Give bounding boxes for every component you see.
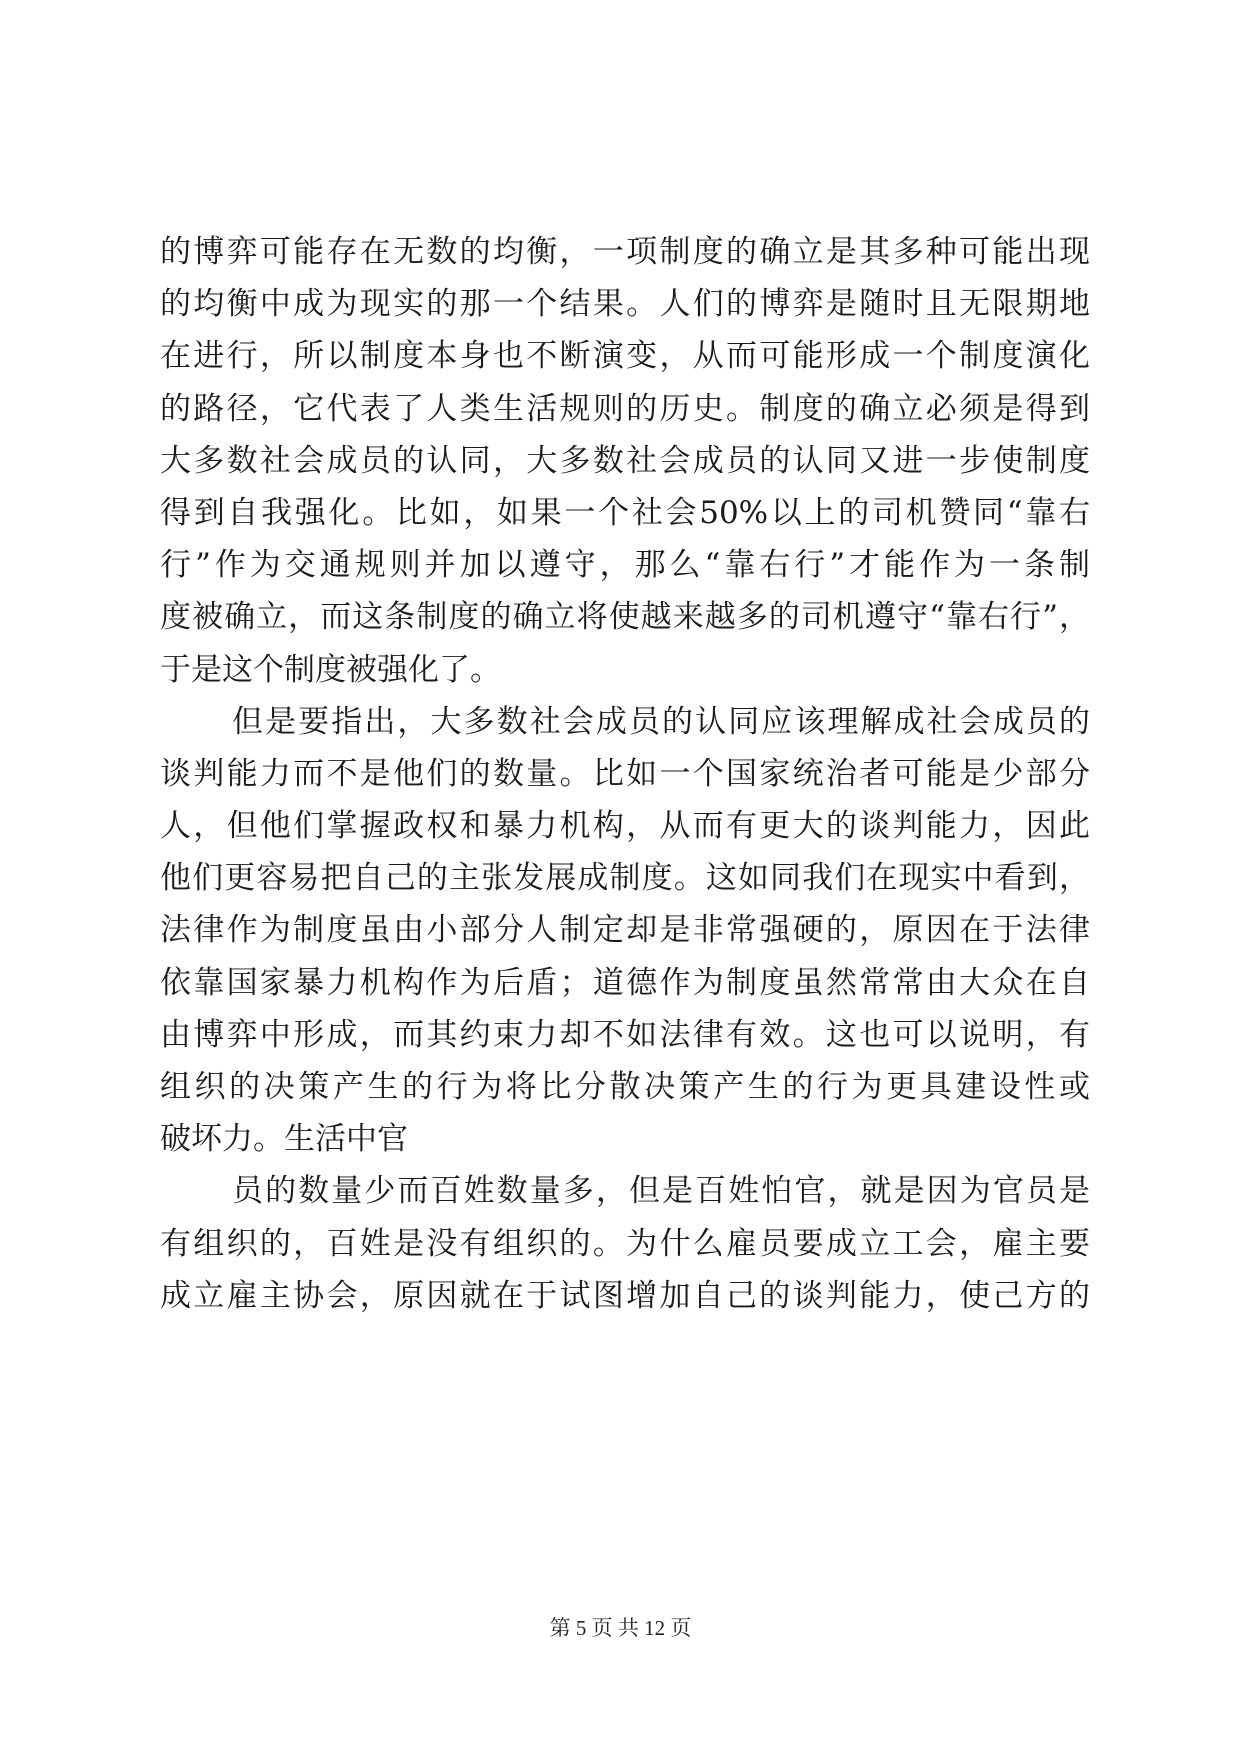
- text-line: 由博弈中形成，而其约束力却不如法律有效。这也可以说明，有: [160, 1016, 1090, 1053]
- paragraph-2: [160, 696, 1090, 1166]
- text-line: 法律作为制度虽由小部分人制定却是非常强硬的，原因在于法律: [160, 912, 1090, 949]
- page-footer: [0, 1612, 1241, 1642]
- text-line: 但是要指出，大多数社会成员的认同应该理解成社会成员的: [232, 703, 1090, 740]
- text-line: 成立雇主协会，原因就在于试图增加自己的谈判能力，使己方的: [160, 1277, 1090, 1314]
- paragraph-1: [160, 226, 1090, 696]
- text-line: 于是这个制度被强化了。: [160, 651, 501, 688]
- text-line: 度被确立，而这条制度的确立将使越来越多的司机遵守“靠右行”，: [160, 599, 1090, 636]
- text-line: 行”作为交通规则并加以遵守，那么“靠右行”才能作为一条制: [160, 547, 1090, 584]
- page-number: 第 5 页 共 12 页: [549, 1616, 692, 1640]
- text-line: 依靠国家暴力机构作为后盾；道德作为制度虽然常常由大众在自: [160, 964, 1090, 1001]
- text-line: 的均衡中成为现实的那一个结果。人们的博弈是随时且无限期地: [160, 286, 1090, 323]
- text-line: 组织的决策产生的行为将比分散决策产生的行为更具建设性或: [160, 1069, 1090, 1105]
- text-line: 破坏力。生活中官: [160, 1121, 408, 1158]
- paragraph-3: [160, 1165, 1090, 1322]
- text-line: 人，但他们掌握政权和暴力机构，从而有更大的谈判能力，因此: [160, 808, 1090, 845]
- text-line: 他们更容易把自己的主张发展成制度。这如同我们在现实中看到，: [160, 860, 1090, 897]
- text-line: 在进行，所以制度本身也不断演变，从而可能形成一个制度演化: [160, 338, 1090, 375]
- text-line: 谈判能力而不是他们的数量。比如一个国家统治者可能是少部分: [160, 755, 1090, 792]
- text-line: 得到自我强化。比如，如果一个社会50%以上的司机赞同“靠右: [160, 494, 1090, 531]
- text-line: 的博弈可能存在无数的均衡，一项制度的确立是其多种可能出现: [160, 234, 1090, 270]
- body-text: [160, 226, 1090, 1322]
- text-line: 有组织的，百姓是没有组织的。为什么雇员要成立工会，雇主要: [160, 1225, 1090, 1262]
- text-line: 的路径，它代表了人类生活规则的历史。制度的确立必须是得到: [160, 390, 1090, 427]
- text-line: 员的数量少而百姓数量多，但是百姓怕官，就是因为官员是: [232, 1173, 1090, 1210]
- text-line: 大多数社会成员的认同，大多数社会成员的认同又进一步使制度: [160, 442, 1090, 479]
